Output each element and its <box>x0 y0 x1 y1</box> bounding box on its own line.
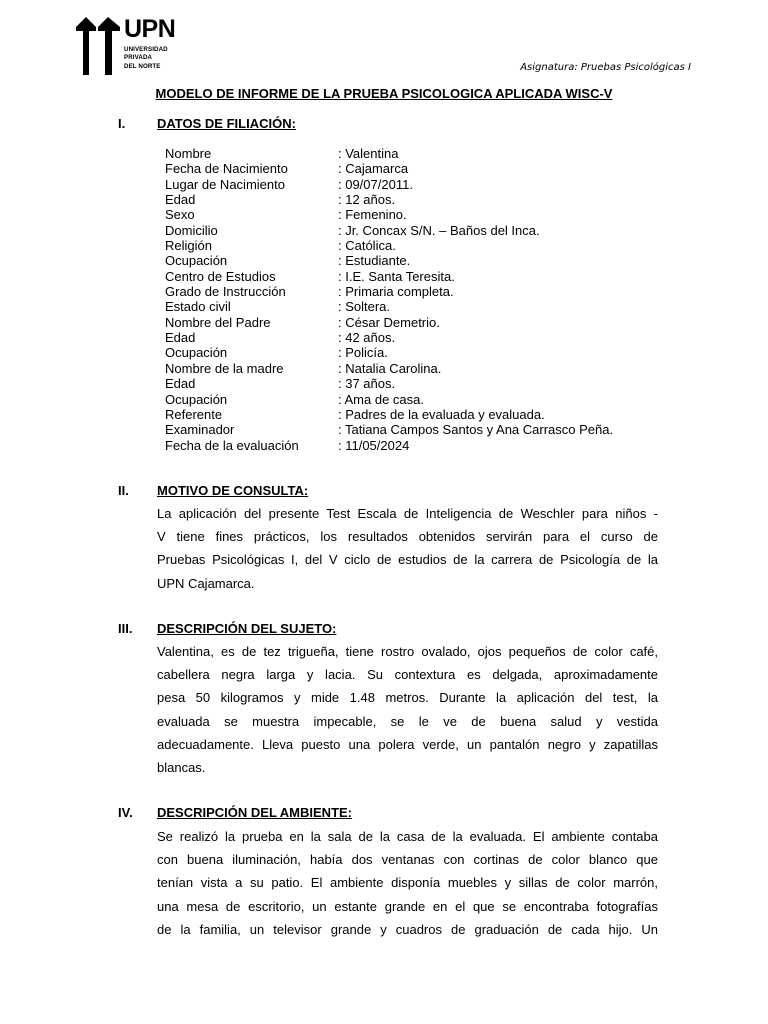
paragraph-line: cabellera negra larga y lacia. Su contextura es delgada, aproximadamente <box>157 667 658 683</box>
sujeto-paragraph <box>157 640 658 779</box>
filiacion-label: Ocupación <box>165 253 228 269</box>
filiacion-label: Ocupación <box>165 391 228 407</box>
motivo-paragraph <box>157 502 658 595</box>
filiacion-value: : Tatiana Campos Santos y Ana Carrasco Peña. <box>338 422 614 438</box>
filiacion-label: Centro de Estudios <box>165 268 276 284</box>
filiacion-value: : 37 años. <box>338 376 396 392</box>
section-title: DATOS DE FILIACIÓN: <box>157 116 296 131</box>
filiacion-value: : Soltera. <box>338 299 391 315</box>
paragraph-line: Pruebas Psicológicas I, del V ciclo de estudios de la carrera de Psicología de la <box>157 552 658 568</box>
paragraph-line: Valentina, es de tez trigueña, tiene rostro ovalado, ojos pequeños de color café, <box>157 644 658 659</box>
filiacion-label: Nombre del Padre <box>165 314 271 330</box>
paragraph-line: adecuadamente. Lleva puesto una polera verde, un pantalón negro y zapatillas <box>157 736 658 752</box>
upn-logo <box>76 17 176 77</box>
filiacion-label: Edad <box>165 330 196 346</box>
section-title: DESCRIPCIÓN DEL AMBIENTE: <box>157 805 353 820</box>
section-number: III. <box>118 621 133 636</box>
filiacion-value: : Padres de la evaluada y evaluada. <box>338 406 545 422</box>
filiacion-label: Lugar de Nacimiento <box>165 176 285 192</box>
upn-logo-mark-icon <box>76 17 120 75</box>
logo-subtext-line: PRIVADA <box>124 54 153 62</box>
filiacion-value: : 42 años. <box>338 330 396 346</box>
filiacion-label: Edad <box>165 192 196 208</box>
logo-upn-text: UPN <box>124 15 176 43</box>
filiacion-label: Referente <box>165 406 223 422</box>
logo-subtext <box>124 46 168 71</box>
filiacion-label: Edad <box>165 376 196 392</box>
filiacion-value: : Jr. Concax S/N. – Baños del Inca. <box>338 222 540 238</box>
ambiente-paragraph <box>157 825 658 941</box>
filiacion-value: : César Demetrio. <box>338 314 440 330</box>
filiacion-label: Domicilio <box>165 222 218 238</box>
filiacion-value: : Ama de casa. <box>338 391 424 407</box>
logo-subtext-line: DEL NORTE <box>124 62 161 70</box>
paragraph-line: de la familia, un televisor grande y cuadros de graduación de cada hijo. Un <box>157 921 658 937</box>
filiacion-value: : Femenino. <box>338 207 407 223</box>
filiacion-value: : Primaria completa. <box>338 284 454 300</box>
paragraph-line: La aplicación del presente Test Escala de Inteligencia de Weschler para niños - <box>157 506 658 521</box>
filiacion-value: : Valentina <box>338 146 399 161</box>
filiacion-value: : 12 años. <box>338 192 396 208</box>
logo-subtext-line: UNIVERSIDAD <box>124 46 168 53</box>
filiacion-value: : I.E. Santa Teresita. <box>338 268 455 284</box>
filiacion-label: Fecha de la evaluación <box>165 437 299 453</box>
filiacion-value: : Estudiante. <box>338 253 411 269</box>
paragraph-line: V tiene fines prácticos, los resultados obtenidos servirán para el curso de <box>157 529 658 545</box>
filiacion-label: Nombre de la madre <box>165 360 284 376</box>
document-title: MODELO DE INFORME DE LA PRUEBA PSICOLOGICA APLICADA WISC-V <box>155 86 613 101</box>
section-number: IV. <box>118 805 133 820</box>
filiacion-label: Nombre <box>165 146 212 161</box>
section-title: DESCRIPCIÓN DEL SUJETO: <box>157 621 337 636</box>
paragraph-line: blancas. <box>157 759 206 775</box>
section-title: MOTIVO DE CONSULTA: <box>157 483 309 498</box>
paragraph-line: con buena iluminación, había dos ventanas con cortinas de color blanco que <box>157 852 658 868</box>
paragraph-line: pesa 50 kilogramos y mide 1.48 metros. Durante la aplicación del test, la <box>157 690 658 706</box>
filiacion-label: Sexo <box>165 207 195 223</box>
filiacion-label: Estado civil <box>165 299 231 315</box>
paragraph-line: una mesa de escritorio, un estante grande en el que se encontraba fotografías <box>157 898 658 914</box>
filiacion-label: Religión <box>165 238 212 254</box>
filiacion-label: Examinador <box>165 422 235 438</box>
filiacion-value: : 11/05/2024 <box>338 437 410 453</box>
filiacion-value: : Policía. <box>338 345 388 361</box>
paragraph-line: tenían vista a su patio. El ambiente disponía muebles y sillas de color marrón, <box>157 875 658 891</box>
paragraph-line: evaluada se muestra impecable, se le ve de buena salud y vestida <box>157 713 658 729</box>
filiacion-label: Fecha de Nacimiento <box>165 161 288 177</box>
filiacion-label: Ocupación <box>165 345 228 361</box>
paragraph-line: UPN Cajamarca. <box>157 575 255 591</box>
filiacion-value: : Natalia Carolina. <box>338 360 442 376</box>
section-number: II. <box>118 483 129 498</box>
filiacion-label: Grado de Instrucción <box>165 284 286 300</box>
paragraph-line: Se realizó la prueba en la sala de la casa de la evaluada. El ambiente contaba <box>157 829 658 844</box>
filiacion-value: : Cajamarca <box>338 161 409 177</box>
filiacion-value: : Católica. <box>338 238 396 254</box>
filiacion-value: : 09/07/2011. <box>338 176 413 192</box>
asignatura-header: Asignatura: Pruebas Psicológicas I <box>520 62 691 73</box>
section-number: I. <box>118 116 126 131</box>
